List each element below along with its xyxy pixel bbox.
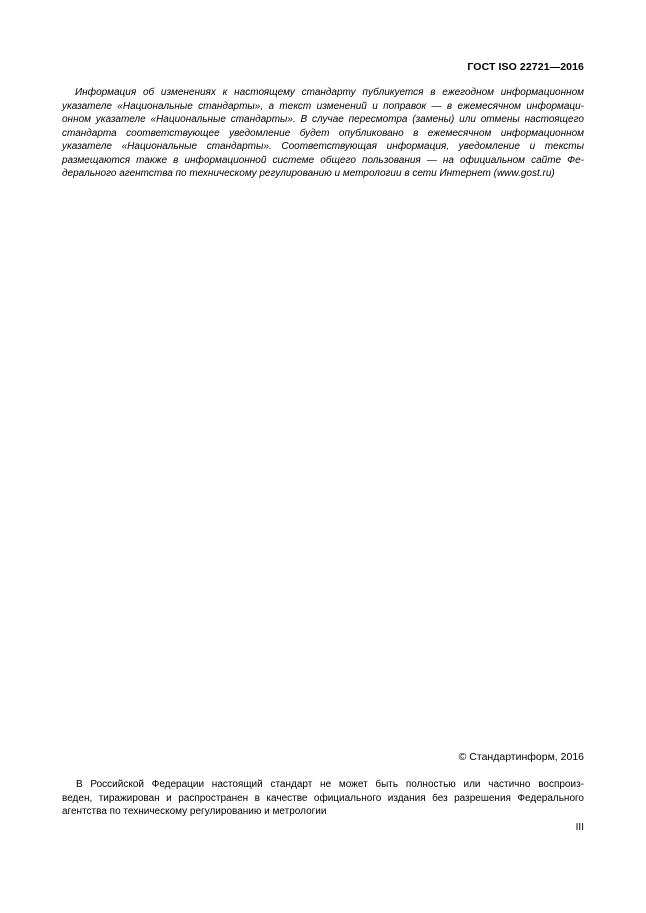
copyright-notice: © Стандартинформ, 2016 <box>458 751 584 763</box>
info-line: онном указателе «Национальные стандарты». В случае пересмотра (замены) или отмены настоящего <box>62 114 584 125</box>
info-line: Информация об изменениях к настоящему стандарту публикуется в ежегодном информационном <box>75 87 584 98</box>
info-line: указателе «Национальные стандарты», а текст изменений и поправок — в ежемесячном информаци- <box>62 100 584 112</box>
rights-line: В Российской Федерации настоящий стандарт не может быть полностью или частично воспроиз- <box>76 779 584 790</box>
page-number: III <box>575 822 584 833</box>
info-line: стандарта соответствующее уведомление будет опубликовано в ежемесячном информационном <box>62 127 584 139</box>
info-line: дерального агентства по техническому регулированию и метрологии в сети Интернет (www.gost.ru) <box>62 168 555 179</box>
standard-designation: ГОСТ ISO 22721—2016 <box>467 61 584 73</box>
rights-line: веден, тиражирован и распространен в качестве официального издания без разрешения Федерального <box>62 792 584 804</box>
amendment-info-paragraph <box>62 86 584 181</box>
reproduction-rights-paragraph <box>62 778 584 819</box>
info-line: размещаются также в информационной системе общего пользования — на официальном сайте Фе- <box>62 154 584 166</box>
rights-line: агентства по техническому регулированию и метрологии <box>62 806 327 817</box>
info-line: указателе «Национальные стандарты». Соответствующая информация, уведомление и тексты <box>62 141 584 152</box>
